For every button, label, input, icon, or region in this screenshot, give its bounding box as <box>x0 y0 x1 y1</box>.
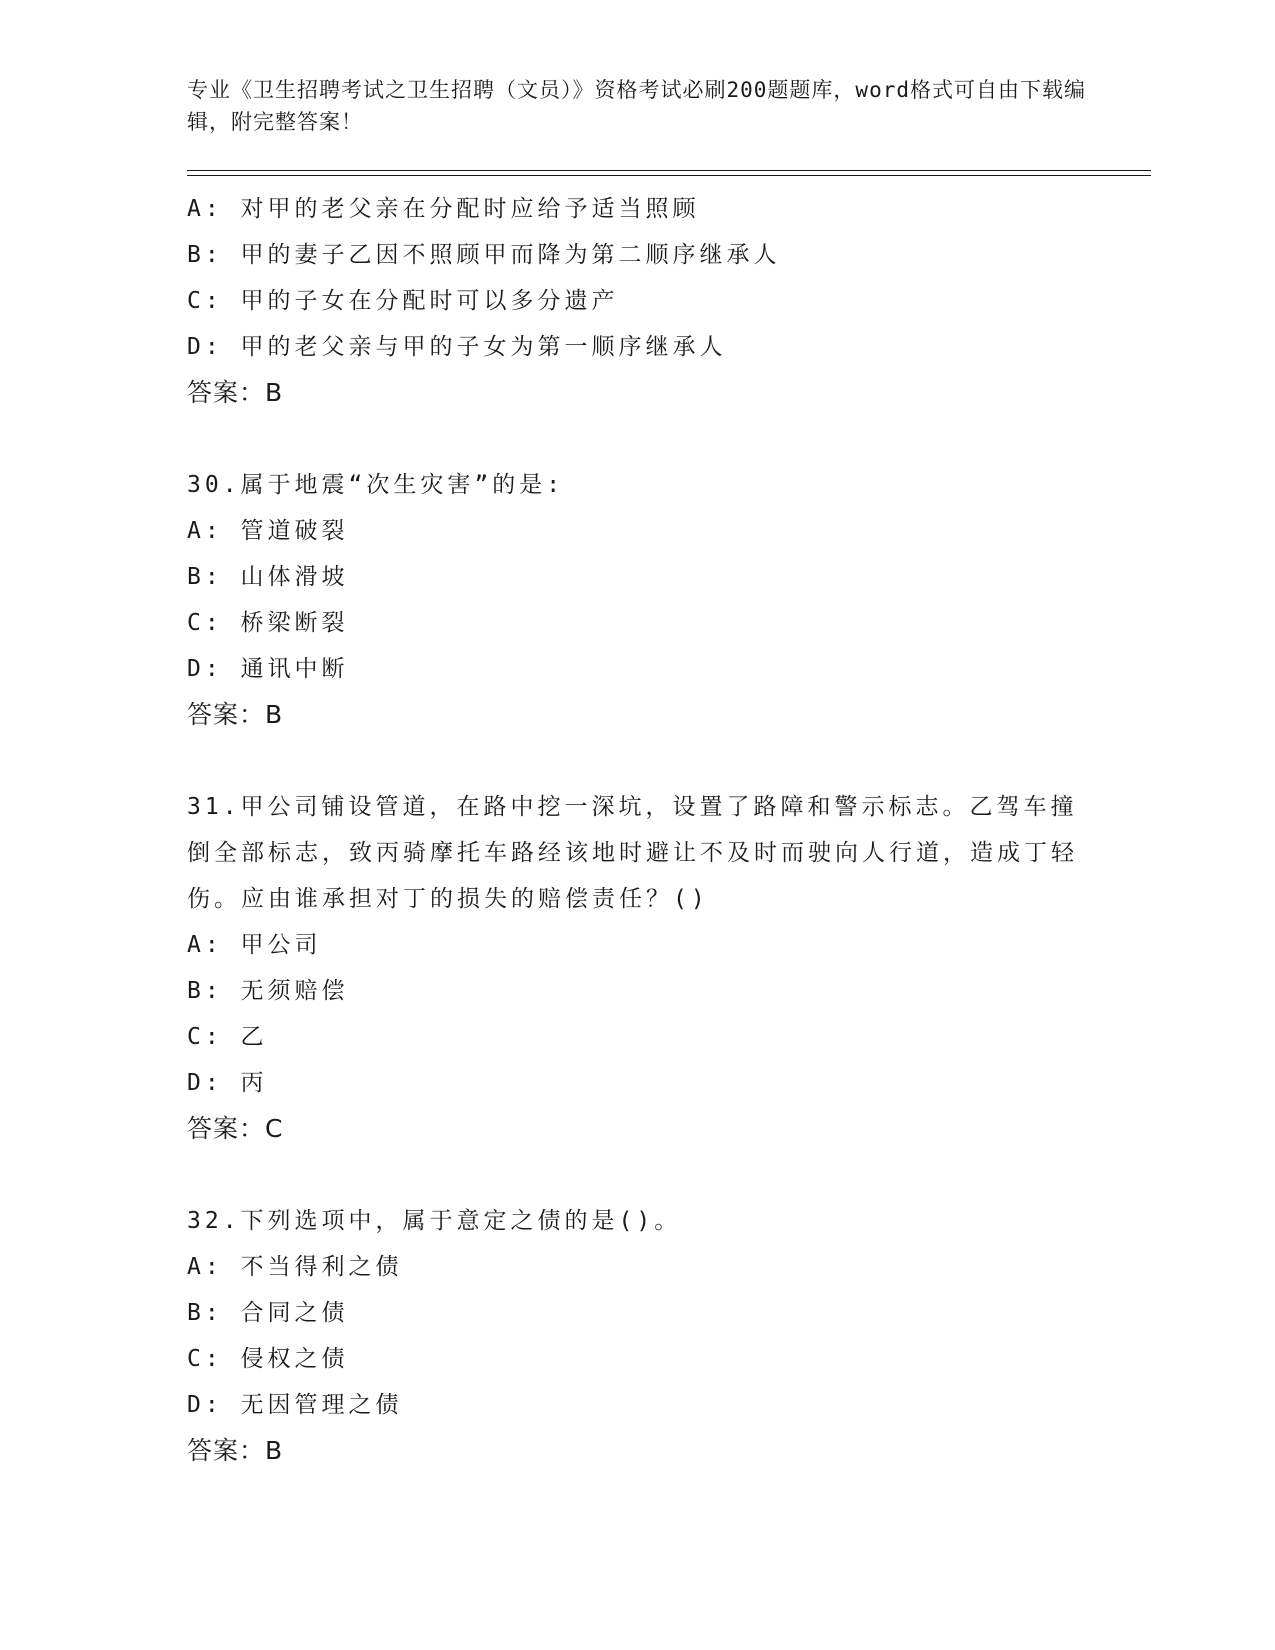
option-a: A: 甲公司 <box>187 932 322 958</box>
option-d: D: 通讯中断 <box>187 656 349 682</box>
option-b: B: 合同之债 <box>187 1300 349 1326</box>
option-b: B: 山体滑坡 <box>187 564 349 590</box>
option-c: C: 桥梁断裂 <box>187 610 349 636</box>
spacer <box>187 738 1087 784</box>
header-rule-bottom <box>187 175 1151 176</box>
question-29-block <box>187 186 1087 416</box>
question-31-block <box>187 784 1087 1152</box>
question-list <box>187 186 1087 1474</box>
document-header: 专业《卫生招聘考试之卫生招聘（文员）》资格考试必刷200题题库，word格式可自由下载编辑，附完整答案！ <box>187 78 1086 134</box>
answer: 答案：B <box>187 700 284 729</box>
answer: 答案：B <box>187 378 284 407</box>
question-text: 31.甲公司铺设管道，在路中挖一深坑，设置了路障和警示标志。乙驾车撞倒全部标志，致丙骑摩托车路经该地时避让不及时而驶向人行道，造成丁轻伤。应由谁承担对丁的损失的赔偿责任？() <box>187 794 1078 912</box>
answer: 答案：C <box>187 1114 284 1143</box>
spacer <box>187 1152 1087 1198</box>
option-c: C: 侵权之债 <box>187 1346 349 1372</box>
option-a: A: 管道破裂 <box>187 518 349 544</box>
question-text: 30.属于地震“次生灾害”的是: <box>187 472 565 498</box>
question-text: 32.下列选项中，属于意定之债的是()。 <box>187 1208 682 1234</box>
option-a: A: 对甲的老父亲在分配时应给予适当照顾 <box>187 196 700 222</box>
option-c: C: 乙 <box>187 1024 268 1050</box>
option-a: A: 不当得利之债 <box>187 1254 403 1280</box>
option-d: D: 丙 <box>187 1070 268 1096</box>
option-d: D: 甲的老父亲与甲的子女为第一顺序继承人 <box>187 334 727 360</box>
question-32-block <box>187 1198 1087 1474</box>
answer: 答案：B <box>187 1436 284 1465</box>
question-30-block <box>187 462 1087 738</box>
option-c: C: 甲的子女在分配时可以多分遗产 <box>187 288 619 314</box>
option-b: B: 甲的妻子乙因不照顾甲而降为第二顺序继承人 <box>187 242 781 268</box>
option-b: B: 无须赔偿 <box>187 978 349 1004</box>
spacer <box>187 416 1087 462</box>
option-d: D: 无因管理之债 <box>187 1392 403 1418</box>
header-rule-top <box>187 170 1151 171</box>
